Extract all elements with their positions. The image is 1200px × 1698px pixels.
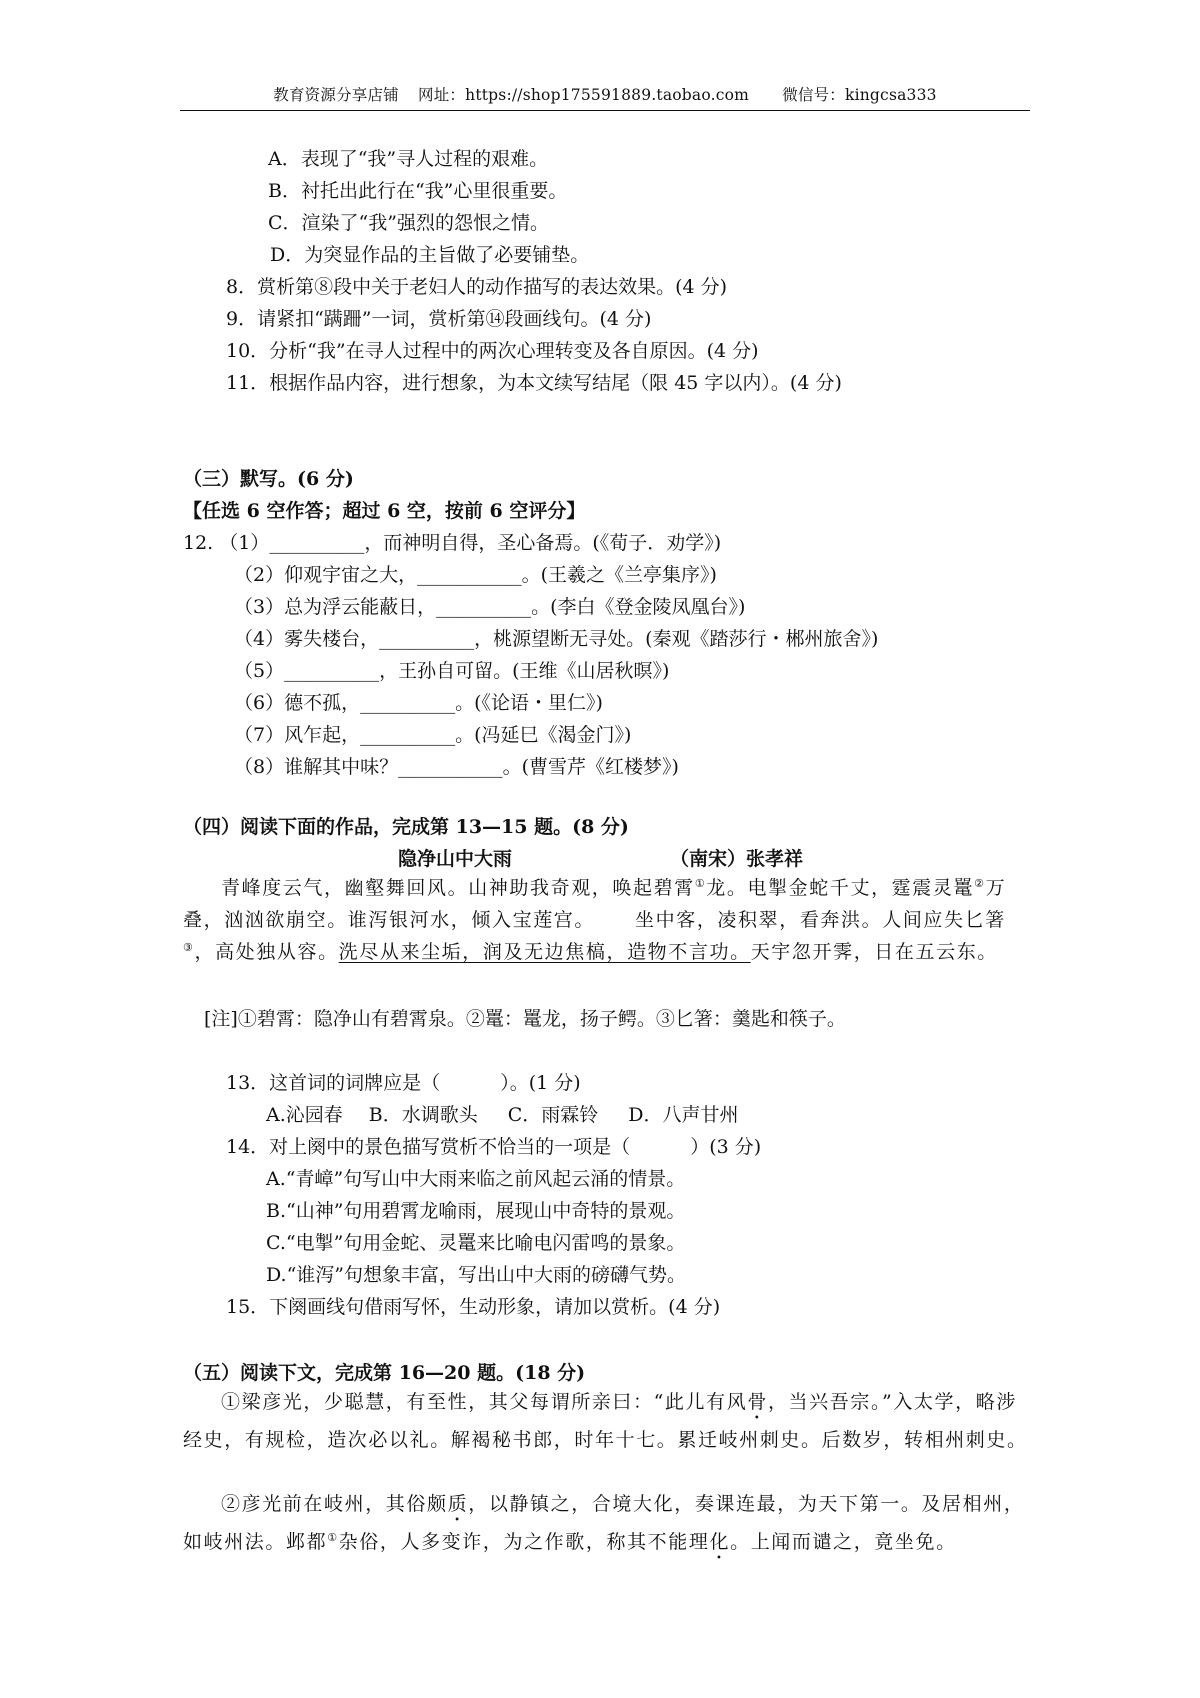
section5-title: （五）阅读下文，完成第 16—20 题。(18 分) (183, 1362, 586, 1384)
question-8: 8．赏析第⑧段中关于老妇人的动作描写的表达效果。(4 分) (226, 276, 728, 298)
footnote-mark: ③ (183, 941, 195, 954)
passage-segment: 。上闻而谴之，竟坐免。 (730, 1531, 957, 1553)
q7-option-a: A．表现了“我”寻人过程的艰难。 (268, 148, 549, 170)
fill-blank-item: （4）雾失楼台，__________，桃源望断无寻处。(秦观《踏莎行・郴州旅舍》) (234, 628, 879, 650)
emphasized-char: 质 (447, 1493, 469, 1515)
page-header (180, 83, 1030, 105)
poem-segment: 青峰度云气，幽壑舞回风。山神助我奇观，唤起碧霄 (221, 877, 695, 899)
emphasized-char: 骨 (747, 1391, 768, 1413)
poem-segment: 天宇忽开霁，日在五云东。 (750, 941, 998, 963)
poem-segment: 万叠，汹汹欲崩空。谁泻银河水，倾入宝莲宫。 (183, 877, 1007, 931)
q7-option-c: C．渲染了“我”强烈的怨恨之情。 (268, 212, 549, 234)
question-14-option: A.“青嶂”句写山中大雨来临之前风起云涌的情景。 (266, 1168, 686, 1190)
question-10: 10．分析“我”在寻人过程中的两次心理转变及各自原因。(4 分) (226, 340, 759, 362)
section3-rule: 【任选 6 空作答；超过 6 空，按前 6 空评分】 (183, 500, 586, 522)
fill-blank-item: 12. （1）__________，而神明自得，圣心备焉。(《荀子．劝学》) (183, 532, 722, 554)
poem-title: 隐净山中大雨 (398, 848, 513, 870)
question-15: 15．下阕画线句借雨写怀，生动形象，请加以赏析。(4 分) (226, 1296, 721, 1318)
fill-blank-item: （7）风乍起，__________。(冯延巳《渴金门》) (234, 724, 632, 746)
question-13-text: 13．这首词的词牌应是（ (226, 1072, 441, 1094)
footnote-mark: ② (974, 877, 986, 890)
poem-segment: 龙。电掣金蛇千丈，霆震灵鼍 (706, 877, 975, 899)
question-14-end: ）(3 分) (690, 1136, 762, 1158)
poem-underlined-line: 洗尽从来尘垢，润及无边焦槁，造物不言功。 (338, 941, 751, 963)
header-shop: 教育资源分享店铺 (273, 86, 399, 104)
poem-segment: 坐中客，凌积翠，看奔洪。人间应失匕箸 (635, 909, 1006, 931)
header-url: 网址：https://shop175591889.taobao.com (418, 86, 750, 104)
question-13-options (266, 1106, 739, 1125)
section3-title: （三）默写。(6 分) (183, 468, 354, 490)
option-d: D．八声甘州 (628, 1104, 739, 1126)
option-c: C．雨霖铃 (507, 1104, 599, 1126)
question-13-end: ）。(1 分) (500, 1072, 581, 1094)
poem-text (183, 872, 1033, 968)
section4-title: （四）阅读下面的作品，完成第 13—15 题。(8 分) (183, 816, 629, 838)
footnote-mark: ① (694, 877, 707, 890)
passage-paragraph-1 (183, 1386, 1033, 1456)
passage-segment: ②彦光前在岐州，其俗颇 (221, 1493, 448, 1515)
q7-option-d: D．为突显作品的主旨做了必要铺垫。 (270, 244, 590, 266)
passage-segment: ，以静镇之，合境大化，奏课连最，为天下第一。及居相州，如岐州法。邺都 (183, 1493, 1025, 1553)
passage-segment: ①梁彦光，少聪慧，有至性，其父每谓所亲曰：“此儿有风 (221, 1391, 748, 1413)
question-14 (226, 1138, 761, 1157)
footnote-mark: ① (327, 1531, 339, 1544)
fill-blank-item: （5）__________，王孙自可留。(王维《山居秋暝》) (234, 660, 670, 682)
question-14-option: B.“山神”句用碧霄龙喻雨，展现山中奇特的景观。 (266, 1200, 686, 1222)
passage-segment: 杂俗，人多变诈，为之作歌，称其不能理 (338, 1531, 710, 1553)
question-14-text: 14．对上阕中的景色描写赏析不恰当的一项是（ (226, 1136, 631, 1158)
question-14-option: D.“谁泻”句想象丰富，写出山中大雨的磅礴气势。 (266, 1264, 687, 1286)
fill-blank-item: （2）仰观宇宙之大，___________。(王羲之《兰亭集序》) (234, 564, 717, 586)
q7-option-b: B．衬托出此行在“我”心里很重要。 (268, 180, 568, 202)
header-wechat: 微信号：kingcsa333 (782, 86, 937, 104)
fill-blank-item: （6）德不孤，__________。(《论语・里仁》) (234, 692, 603, 714)
question-9: 9．请紧扣“蹒跚”一词，赏析第⑭段画线句。(4 分) (226, 308, 652, 330)
fill-blank-item: （3）总为浮云能蔽日，__________。(李白《登金陵凤凰台》) (234, 596, 746, 618)
passage-paragraph-2 (183, 1488, 1033, 1564)
passage-segment: ，当兴吾宗。”入太学，略涉经史，有规检，造次必以礼。解褐秘书郎，时年十七。累迁岐州刺史。后数岁，转相州刺史。 (183, 1391, 1028, 1451)
question-14-option: C.“电掣”句用金蛇、灵鼍来比喻电闪雷鸣的景象。 (266, 1232, 686, 1254)
poem-author: （南宋）张孝祥 (670, 848, 804, 870)
header-divider (180, 110, 1030, 111)
option-a: A.沁园春 (266, 1104, 343, 1126)
fill-blank-item: （8）谁解其中味？___________。(曹雪芹《红楼梦》) (234, 756, 679, 778)
poem-segment: ，高处独从容。 (194, 941, 339, 963)
emphasized-char: 化 (709, 1531, 731, 1553)
question-11: 11．根据作品内容，进行想象，为本文续写结尾（限 45 字以内）。(4 分) (226, 372, 842, 394)
option-b: B．水调歌头 (368, 1104, 478, 1126)
question-13 (226, 1074, 581, 1093)
poem-note: [注]①碧霄：隐净山有碧霄泉。②鼍：鼍龙，扬子鳄。③匕箸：羹匙和筷子。 (204, 1008, 846, 1030)
